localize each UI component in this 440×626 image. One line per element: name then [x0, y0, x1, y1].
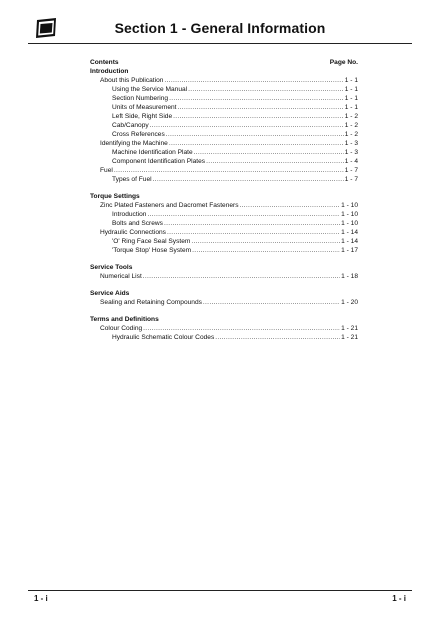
- toc-entry-page: 1 - 10: [341, 211, 358, 218]
- toc-entry-page: 1 - 3: [344, 149, 358, 156]
- toc-entry-label: Fuel: [100, 167, 113, 174]
- toc-entry: [90, 85, 358, 94]
- header-divider: [28, 43, 412, 44]
- dot-leader: [215, 333, 340, 342]
- toc-entry-page: 1 - 2: [344, 122, 358, 129]
- toc-entry-label: Introduction: [112, 211, 147, 218]
- toc-entry-page: 1 - 21: [341, 334, 358, 341]
- toc-entry: [90, 94, 358, 103]
- toc-entry-page: 1 - 10: [341, 202, 358, 209]
- toc-entry-label: Numerical List: [100, 273, 142, 280]
- dot-leader: [192, 246, 340, 255]
- toc-section-title: Torque Settings: [90, 193, 140, 200]
- toc-entry: [90, 237, 358, 246]
- toc-entry: [90, 130, 358, 139]
- toc-header-row: [90, 58, 358, 67]
- dot-leader: [188, 85, 344, 94]
- toc-entry-label: Hydraulic Connections: [100, 229, 166, 236]
- toc-entry-page: 1 - 18: [341, 273, 358, 280]
- dot-leader: [178, 103, 344, 112]
- dot-leader: [143, 324, 340, 333]
- toc-entry-page: 1 - 4: [344, 158, 358, 165]
- toc-entry: [90, 139, 358, 148]
- toc-sections: [90, 67, 358, 342]
- dot-leader: [169, 139, 344, 148]
- toc-entry: [90, 103, 358, 112]
- toc-entry-label: Cab/Canopy: [112, 122, 149, 129]
- toc-entry-label: Sealing and Retaining Compounds: [100, 299, 202, 306]
- toc-entry-label: Bolts and Screws: [112, 220, 163, 227]
- toc-section-title: Terms and Definitions: [90, 316, 159, 323]
- dot-leader: [203, 298, 340, 307]
- dot-leader: [153, 175, 344, 184]
- dot-leader: [173, 112, 344, 121]
- dot-leader: [164, 219, 340, 228]
- toc-entry-page: 1 - 14: [341, 229, 358, 236]
- toc-entry-page: 1 - 3: [344, 140, 358, 147]
- toc-entry: [90, 76, 358, 85]
- toc-entry-label: Types of Fuel: [112, 176, 152, 183]
- toc-entry-label: Cross References: [112, 131, 165, 138]
- toc-entry: [90, 228, 358, 237]
- toc-entry: [90, 157, 358, 166]
- table-of-contents: [90, 58, 358, 342]
- toc-section: [90, 315, 358, 342]
- toc-section: [90, 67, 358, 184]
- toc-section-title: Introduction: [90, 68, 129, 75]
- dot-leader: [143, 272, 340, 281]
- toc-entry-label: Units of Measurement: [112, 104, 177, 111]
- dot-leader: [114, 166, 344, 175]
- toc-entry-page: 1 - 2: [344, 113, 358, 120]
- toc-section: [90, 289, 358, 307]
- toc-entry: [90, 148, 358, 157]
- toc-section-title: Service Aids: [90, 290, 130, 297]
- footer-page-number-left: 1 - i: [34, 594, 48, 603]
- toc-entry-label: About this Publication: [100, 77, 164, 84]
- toc-entry: [90, 272, 358, 281]
- toc-entry-page: 1 - 1: [344, 104, 358, 111]
- toc-entry-page: 1 - 2: [344, 131, 358, 138]
- toc-entry: [90, 201, 358, 210]
- page-title: Section 1 - General Information: [114, 20, 326, 36]
- dot-leader: [206, 157, 344, 166]
- toc-section-title: Service Tools: [90, 264, 133, 271]
- toc-entry-page: 1 - 21: [341, 325, 358, 332]
- toc-entry-page: 1 - 14: [341, 238, 358, 245]
- toc-entry: [90, 112, 358, 121]
- toc-entry: [90, 298, 358, 307]
- toc-entry-label: Hydraulic Schematic Colour Codes: [112, 334, 215, 341]
- toc-section: [90, 192, 358, 255]
- dot-leader: [191, 237, 340, 246]
- toc-entry: [90, 166, 358, 175]
- toc-entry-label: Section Numbering: [112, 95, 169, 102]
- toc-entry: [90, 324, 358, 333]
- toc-entry-label: 'Torque Stop' Hose System: [112, 247, 192, 254]
- toc-entry: [90, 175, 358, 184]
- toc-entry-page: 1 - 20: [341, 299, 358, 306]
- dot-leader: [240, 201, 341, 210]
- toc-entry-label: Colour Coding: [100, 325, 143, 332]
- toc-entry-label: Component Identification Plates: [112, 158, 206, 165]
- toc-entry-page: 1 - 7: [344, 167, 358, 174]
- toc-entry: [90, 333, 358, 342]
- footer-page-number-right: 1 - i: [392, 594, 406, 603]
- toc-entry-label: 'O' Ring Face Seal System: [112, 238, 191, 245]
- toc-entry: [90, 121, 358, 130]
- page-number-label: Page No.: [329, 59, 358, 66]
- toc-entry-page: 1 - 1: [344, 95, 358, 102]
- dot-leader: [166, 130, 344, 139]
- toc-entry-label: Zinc Plated Fasteners and Dacromet Fasteners: [100, 202, 239, 209]
- page-header: [0, 0, 440, 50]
- footer-divider: [28, 590, 412, 591]
- toc-section: [90, 263, 358, 281]
- dot-leader: [150, 121, 344, 130]
- dot-leader: [147, 210, 340, 219]
- dot-leader: [169, 94, 344, 103]
- toc-entry-page: 1 - 1: [344, 86, 358, 93]
- dot-leader: [167, 228, 340, 237]
- toc-entry: [90, 210, 358, 219]
- toc-entry-page: 1 - 7: [344, 176, 358, 183]
- toc-entry: [90, 219, 358, 228]
- dot-leader: [194, 148, 344, 157]
- toc-entry-label: Left Side, Right Side: [112, 113, 173, 120]
- toc-entry-label: Using the Service Manual: [112, 86, 188, 93]
- contents-label: Contents: [90, 59, 119, 66]
- toc-entry: [90, 246, 358, 255]
- toc-entry-page: 1 - 10: [341, 220, 358, 227]
- dot-leader: [164, 76, 343, 85]
- toc-entry-label: Identifying the Machine: [100, 140, 168, 147]
- toc-entry-page: 1 - 17: [341, 247, 358, 254]
- toc-entry-page: 1 - 1: [344, 77, 358, 84]
- toc-entry-label: Machine Identification Plate: [112, 149, 193, 156]
